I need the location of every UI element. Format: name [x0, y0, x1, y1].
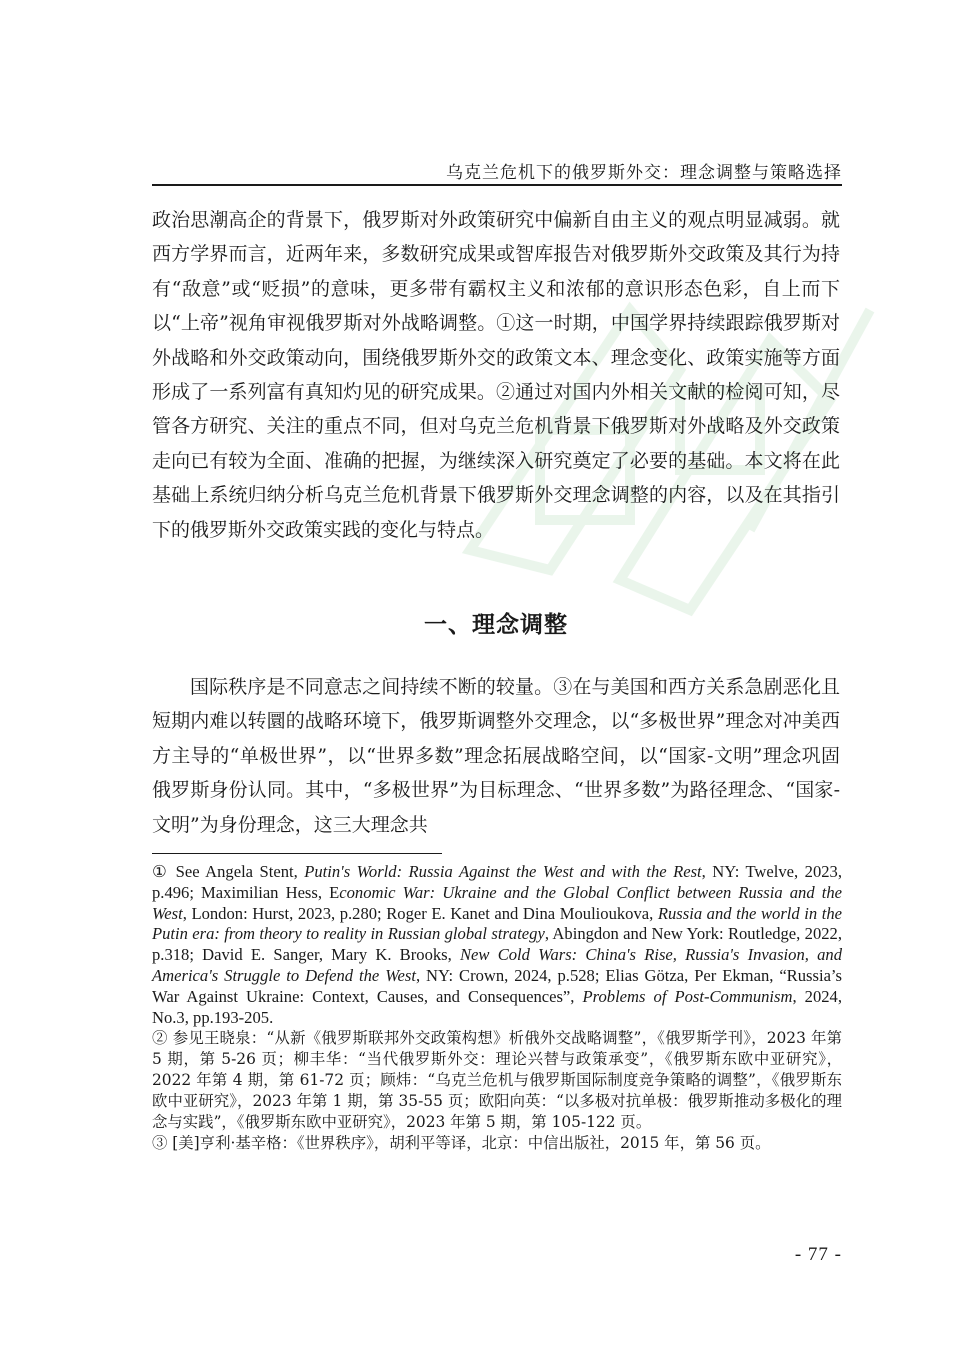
body-paragraph: 政治思潮高企的背景下，俄罗斯对外政策研究中偏新自由主义的观点明显减弱。就西方学界而言，近两年来，多数研究成果或智库报告对俄罗斯外交政策及其行为持有“敌意”或“贬损”的意味，更多带有霸权主义和浓郁的意识形态色彩，自上而下以“上帝”视角审视俄罗斯对外战略调整。①这一时期，中国学界持续跟踪俄罗斯对外战略和外交政策动向，围绕俄罗斯外交的政策文本、理念变化、政策实施等方面形成了一系列富有真知灼见的研究成果。②通过对国内外相关文献的检阅可知，尽管各方研究、关注的重点不同，但对乌克兰危机背景下俄罗斯对外战略及外交政策走向已有较为全面、准确的把握，为继续深入研究奠定了必要的基础。本文将在此基础上系统归纳分析乌克兰危机背景下俄罗斯外交理念调整的内容，以及在其指引下的俄罗斯外交政策实践的变化与特点。 — [152, 209, 840, 541]
citation-text: , London: Hurst, 2023, p.280; Roger E. Kanet and Dina Moulioukova, — [182, 903, 658, 923]
citation-text: , 2024, No.3, pp.193-205. — [152, 986, 843, 1027]
citation-text: , NY: Crown, 2024, p.528; Elias Götza, Per Ekman, “Russia’s War Against Ukraine: Context, Causes, and Consequences”, — [152, 965, 843, 1006]
citation-title: Putin's World: Russia Against the West and with the Rest — [304, 862, 702, 881]
page-number: - 77 - — [794, 1244, 842, 1265]
footnote-3: ③ [美]亨利·基辛格：《世界秩序》，胡利平等译，北京：中信出版社，2015 年，第 56 页。 — [152, 1134, 771, 1153]
section-heading: 一、理念调整 — [424, 611, 568, 638]
footnotes — [152, 862, 842, 1154]
body-text-block — [152, 670, 840, 842]
citation-title: Problems of Post-Communism — [582, 986, 793, 1006]
citation-text: , Abingdon and New York: Routledge, 2022, p.318; David E. Sanger, Mary K. Brooks, — [152, 924, 842, 965]
footnote-marker: ① — [152, 862, 170, 881]
header-rule — [152, 184, 842, 186]
citation-text: See Angela Stent, — [169, 862, 305, 881]
running-header-title: 乌克兰危机下的俄罗斯外交：理念调整与策略选择 — [446, 163, 842, 183]
citation-text: , NY: Twelve, 2023, p.496; Maximilian Hess, E — [152, 862, 842, 902]
footnote-rule — [152, 853, 442, 854]
footnote-1 — [152, 862, 842, 1028]
citation-title: conomic War: Ukraine and the Global Conflict between Russia and the West — [152, 882, 842, 923]
citation-title: New Cold Wars: China's Rise, Russia's Invasion, and America's Struggle to Defend the West — [152, 945, 842, 985]
body-paragraph: 国际秩序是不同意志之间持续不断的较量。③在与美国和西方关系急剧恶化且短期内难以转圜的战略环境下，俄罗斯调整外交理念，以“多极世界”理念对冲美西方主导的“单极世界”，以“世界多数”理念拓展战略空间，以“国家-文明”理念巩固俄罗斯身份认同。其中，“多极世界”为目标理念、“世界多数”为路径理念、“国家-文明”为身份理念，这三大理念共 — [152, 676, 840, 836]
body-text-block — [152, 203, 840, 547]
citation-title: Russia and the world in the Putin era: from theory to reality in Russian global strategy — [152, 903, 842, 944]
footnote-2: ② 参见王晓泉：“从新《俄罗斯联邦外交政策构想》析俄外交战略调整”，《俄罗斯学刊》，2023 年第 5 期，第 5-26 页；柳丰华：“当代俄罗斯外交：理论兴替与政策承变”，《俄罗斯东欧中亚研究》，2022 年第 4 期，第 61-72 页；顾炜：“乌克兰危机与俄罗斯国际制度竞争策略的调整”，《俄罗斯东欧中亚研究》，2023 年第 1 期，第 35-55 页；欧阳向英：“以多极对抗单极：俄罗斯推动多极化的理念与实践”，《俄罗斯东欧中亚研究》，2023 年第 5 期，第 105-122 页。 — [152, 1029, 842, 1132]
